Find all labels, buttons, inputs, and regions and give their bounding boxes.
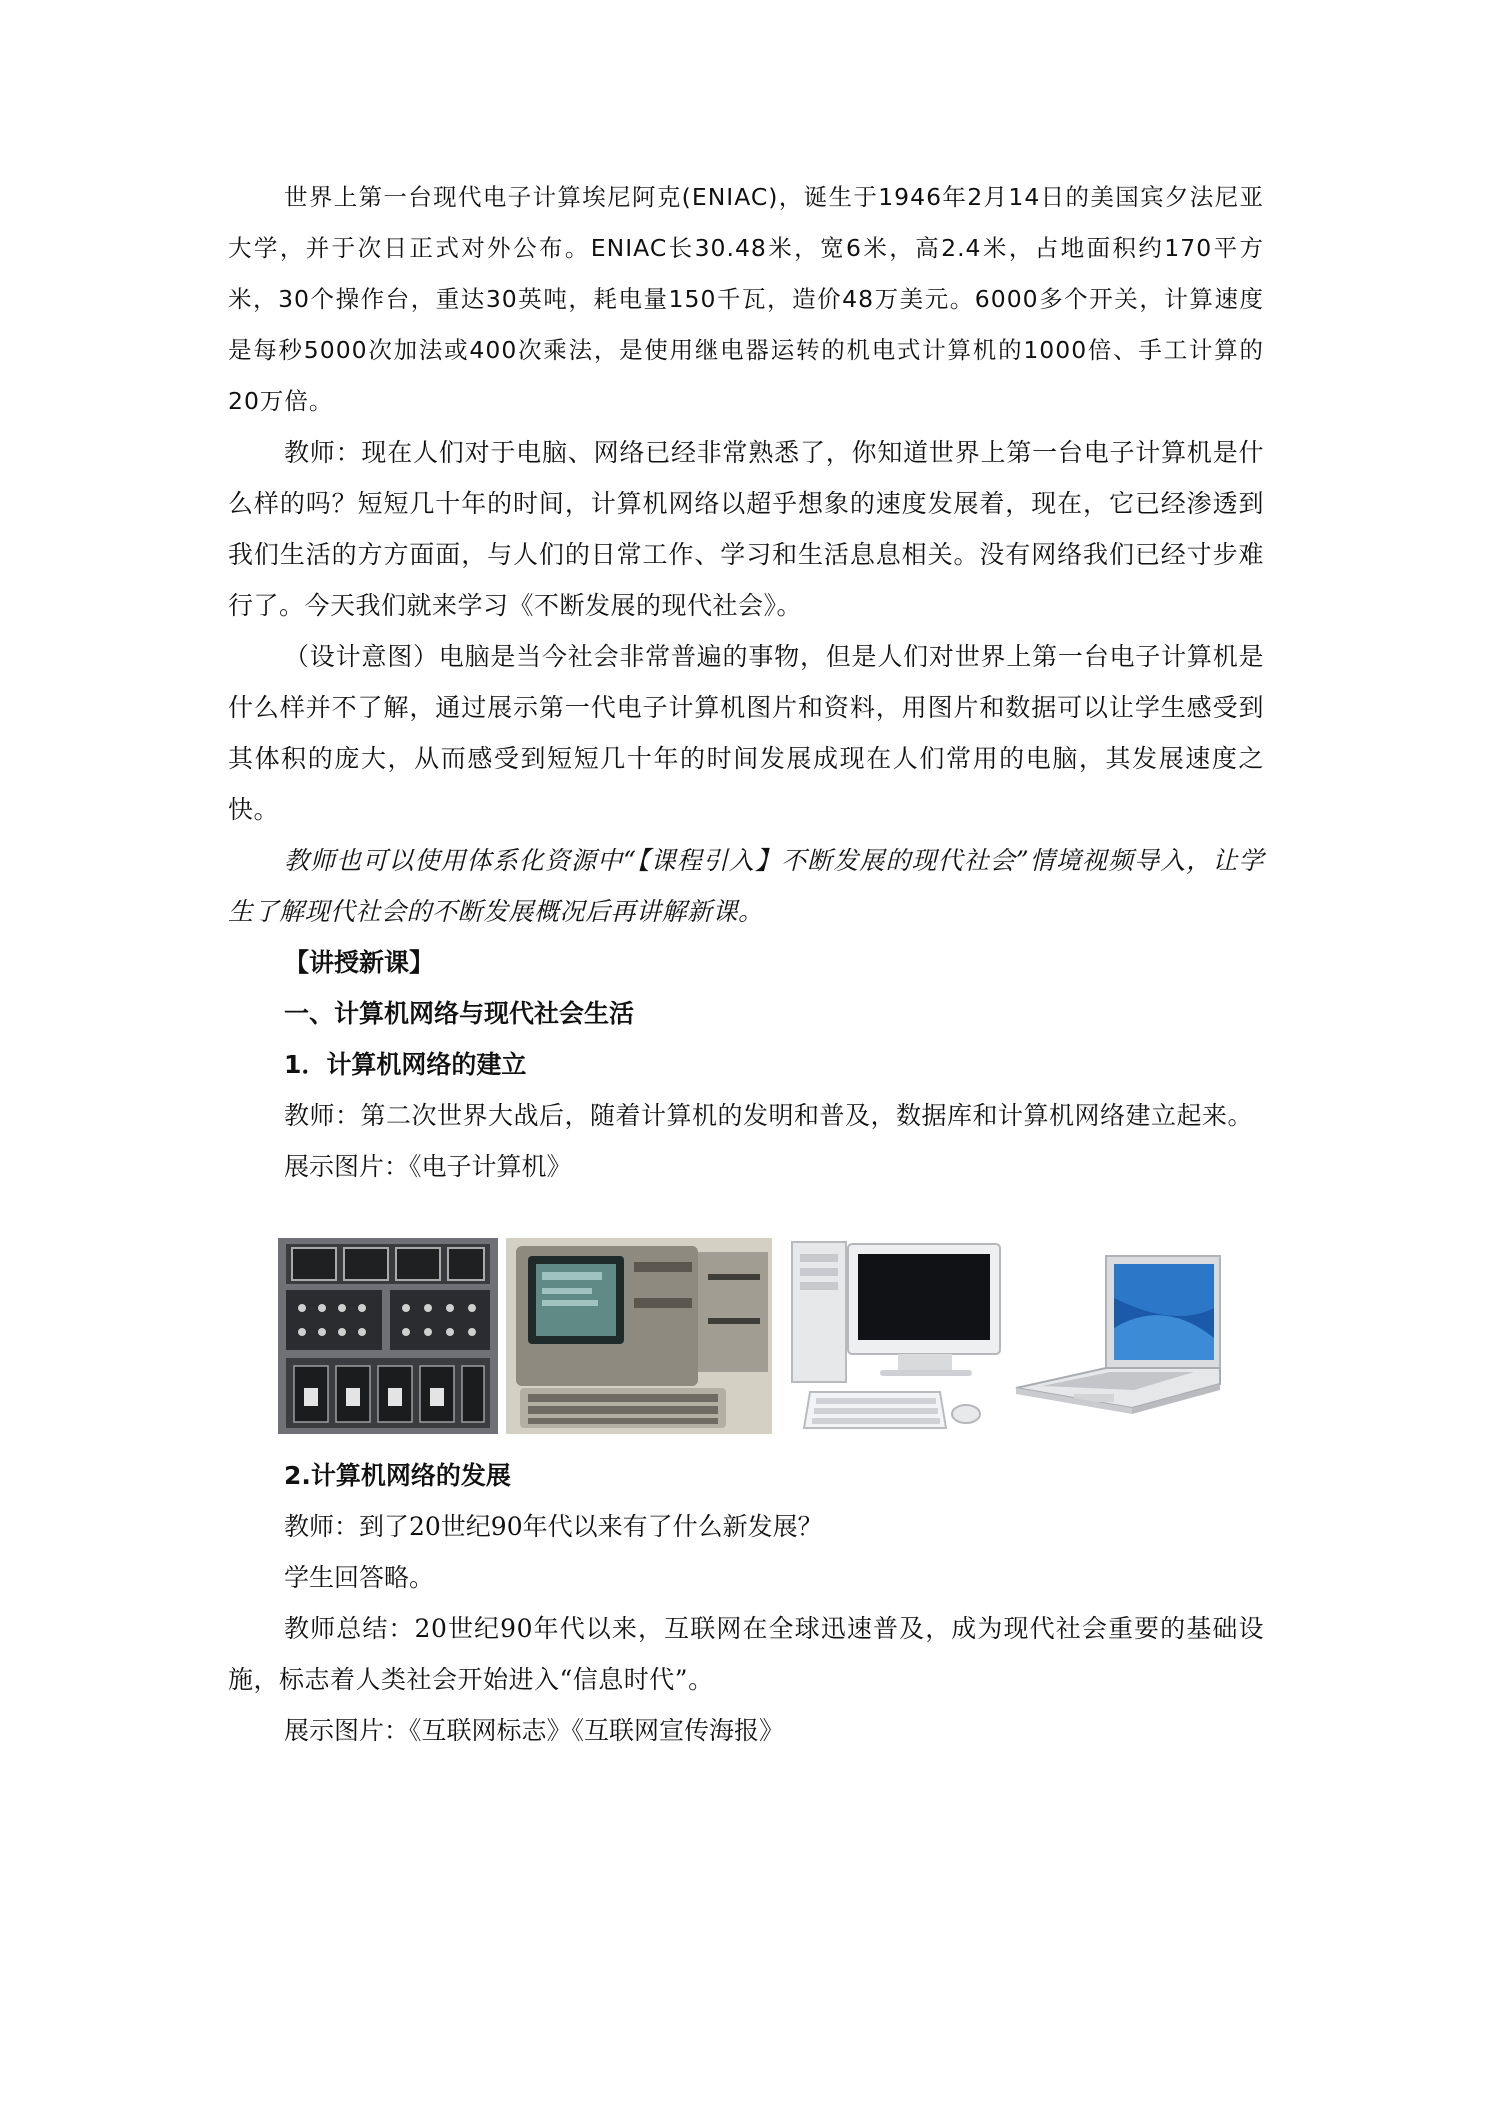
laptop-icon — [1014, 1238, 1226, 1434]
subsection-2-answer: 学生回答略。 — [284, 1563, 435, 1592]
subsection-2-question: 教师：到了20世纪90年代以来有了什么新发展？ — [284, 1512, 823, 1541]
subsection-heading-1: 1．计算机网络的建立 — [284, 1050, 527, 1079]
design-intent-paragraph: （设计意图）电脑是当今社会非常普遍的事物，但是人们对世界上第一台电子计算机是什么样并不了解，通过展示第一代电子计算机图片和资料，用图片和数据可以让学生感受到其体积的庞大，从而感受到短短几十年的时间发展成现在人们常用的电脑，其发展速度之快。 — [228, 642, 1264, 824]
retro-computer-icon — [506, 1238, 772, 1434]
laptop-image — [1014, 1238, 1226, 1434]
resource-note-paragraph: 教师也可以使用体系化资源中“【课程引入】不断发展的现代社会”情境视频导入，让学生了解现代社会的不断发展概况后再讲解新课。 — [228, 846, 1264, 926]
computer-images-row — [278, 1238, 1258, 1434]
subsection-heading-2: 2.计算机网络的发展 — [284, 1461, 511, 1490]
desktop-pc-image — [786, 1238, 1001, 1434]
retro-computer-image — [506, 1238, 772, 1434]
section-label: 【讲授新课】 — [284, 948, 435, 977]
subsection-1-show: 展示图片：《电子计算机》 — [284, 1152, 572, 1181]
desktop-pc-icon — [786, 1238, 1001, 1434]
teacher-intro-paragraph: 教师：现在人们对于电脑、网络已经非常熟悉了，你知道世界上第一台电子计算机是什么样的吗？短短几十年的时间，计算机网络以超乎想象的速度发展着，现在，它已经渗透到我们生活的方方面面，与人们的日常工作、学习和生活息息相关。没有网络我们已经寸步难行了。今天我们就来学习《不断发展的现代社会》。 — [228, 438, 1264, 620]
eniac-image — [278, 1238, 498, 1434]
eniac-paragraph: 世界上第一台现代电子计算埃尼阿克(ENIAC)，诞生于1946年2月14日的美国宾夕法尼亚大学，并于次日正式对外公布。ENIAC长30.48米，宽6米，高2.4米，占地面积约170平方米，30个操作台，重达30英吨，耗电量150千瓦，造价48万美元。6000多个开关，计算速度是每秒5000次加法或400次乘法，是使用继电器运转的机电式计算机的1000倍、手工计算的20万倍。 — [228, 183, 1264, 415]
subsection-2-show: 展示图片：《互联网标志》《互联网宣传海报》 — [284, 1716, 785, 1745]
subsection-1-teacher: 教师：第二次世界大战后，随着计算机的发明和普及，数据库和计算机网络建立起来。 — [284, 1101, 1254, 1130]
intro-block — [228, 172, 1264, 1192]
subsection-2-summary: 教师总结：20世纪90年代以来，互联网在全球迅速普及，成为现代社会重要的基础设施，标志着人类社会开始进入“信息时代”。 — [228, 1614, 1264, 1694]
development-block — [228, 1450, 1264, 1756]
section-heading-1: 一、计算机网络与现代社会生活 — [284, 999, 635, 1028]
eniac-panel-icon — [278, 1238, 498, 1434]
